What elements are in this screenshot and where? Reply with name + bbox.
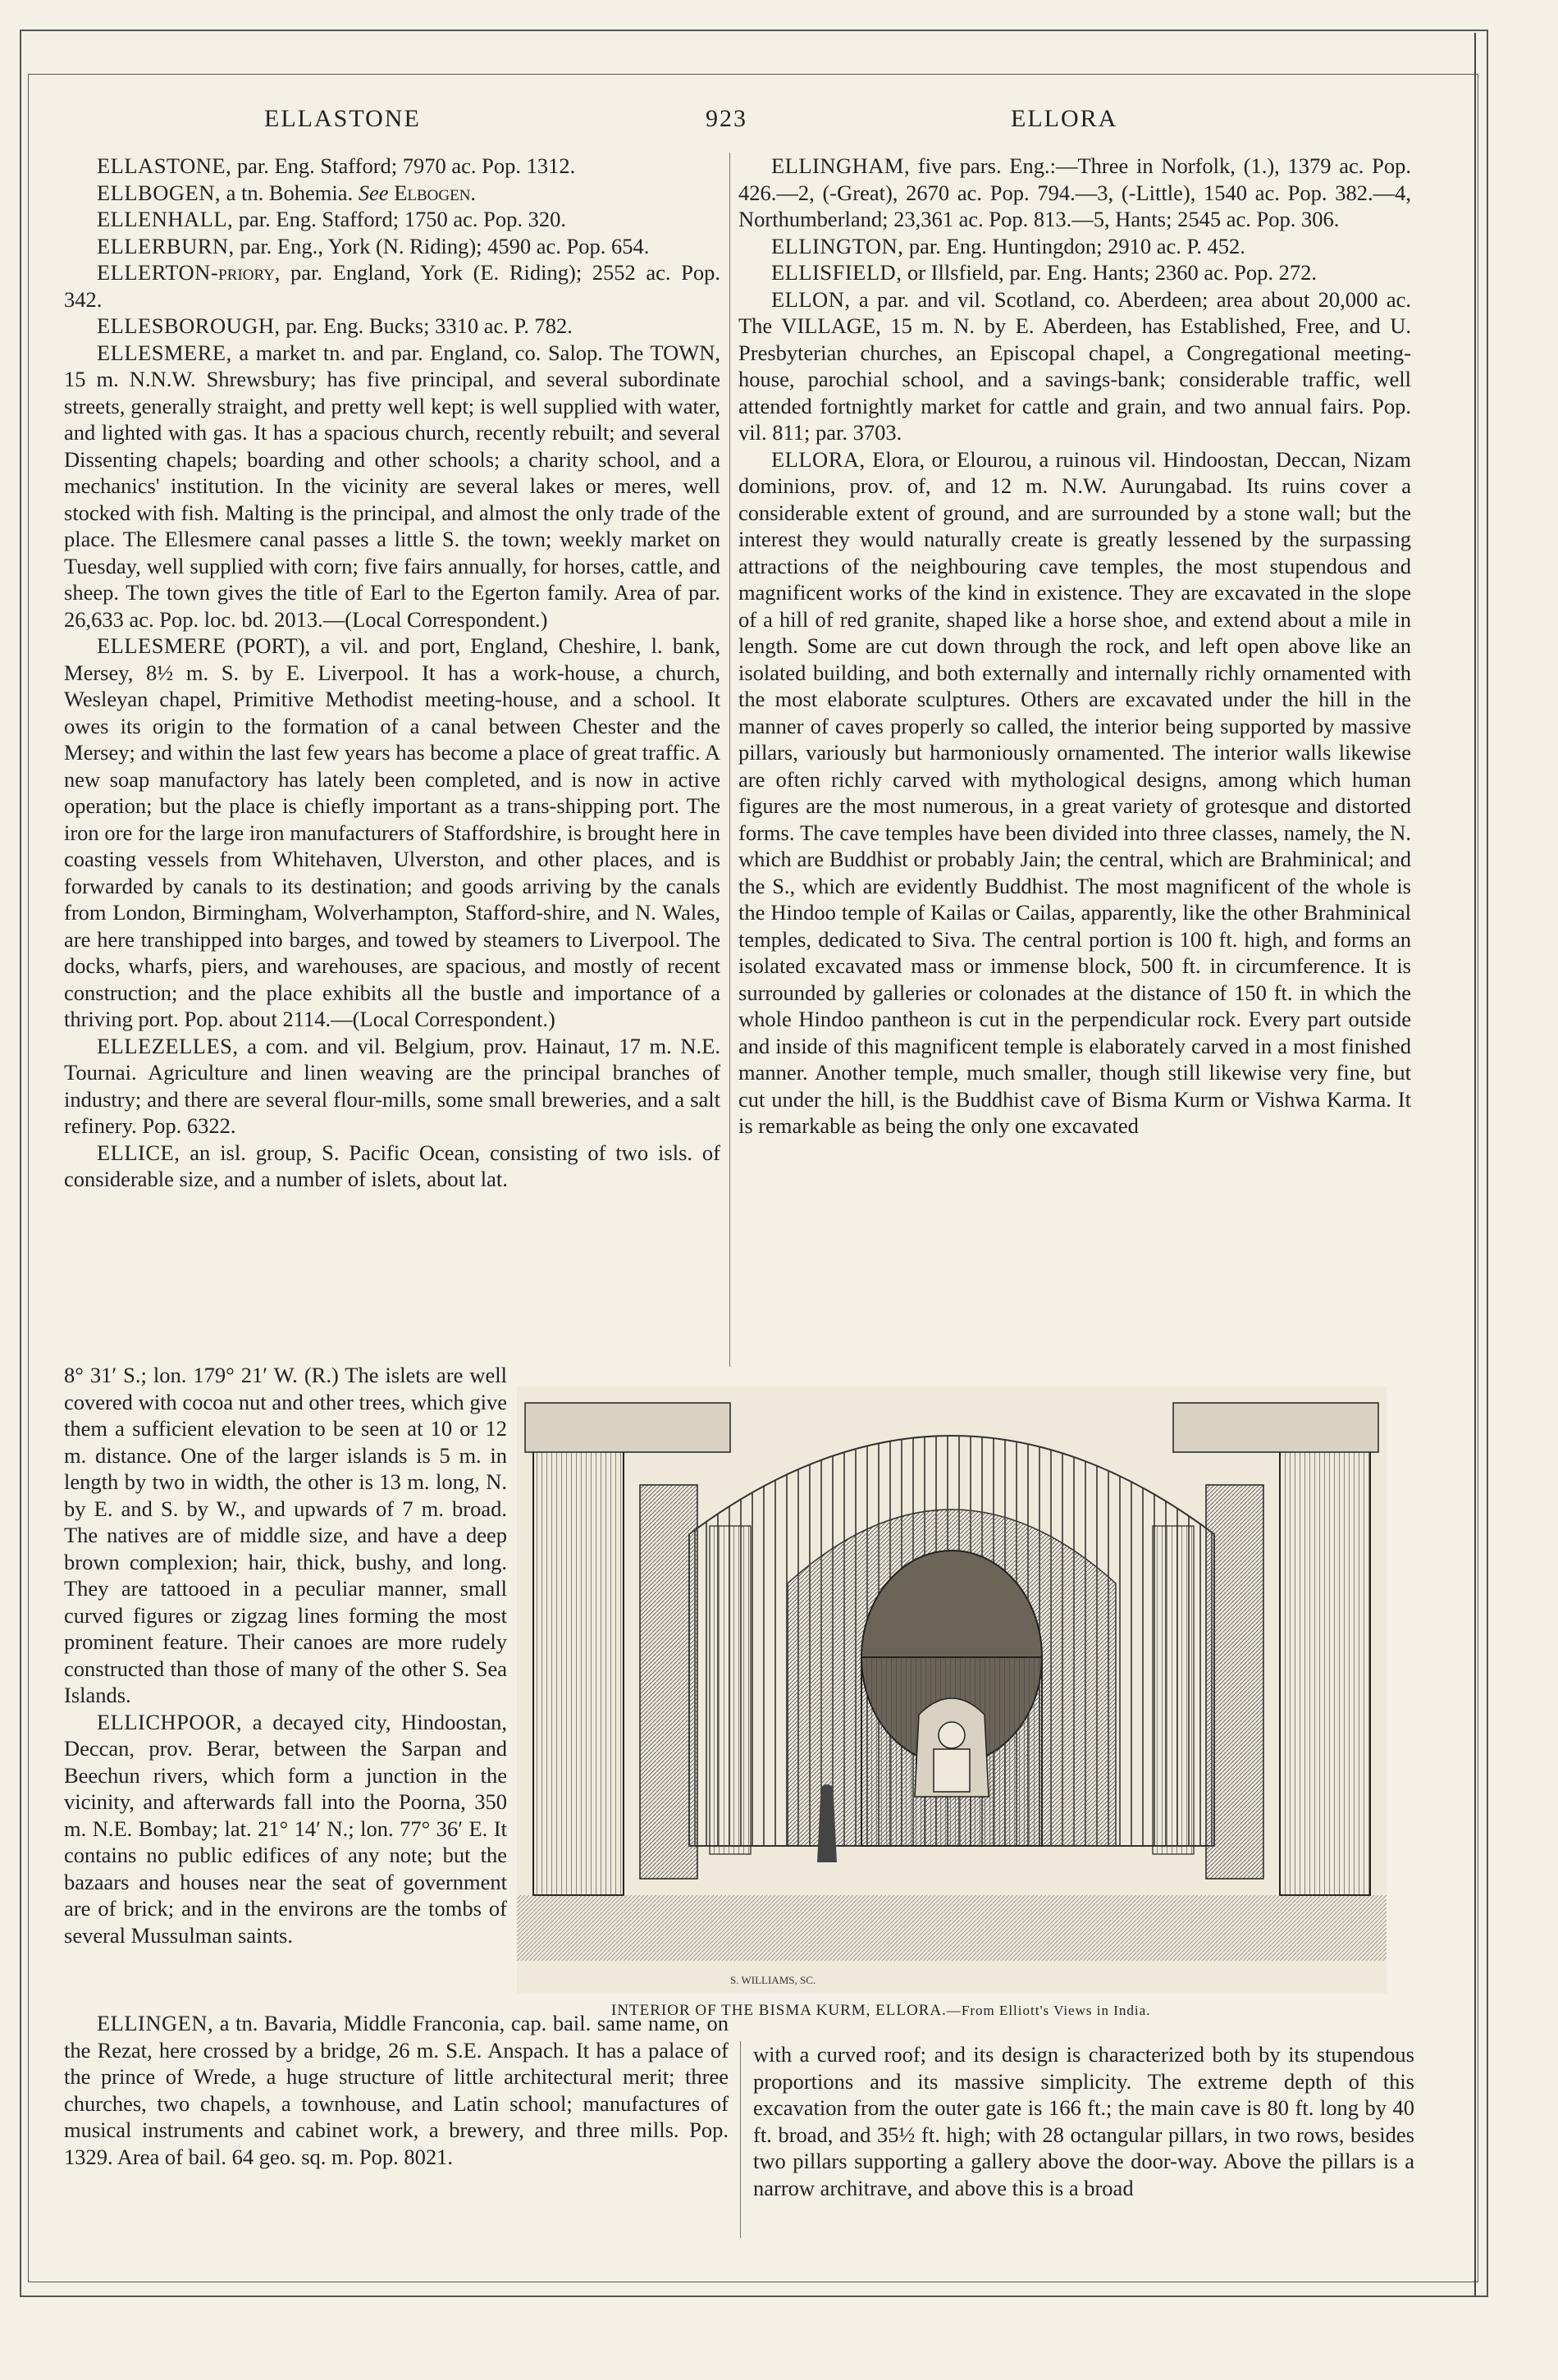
entry [753,2041,1414,2201]
headword: ELLESMERE [97,633,226,658]
entry [64,2010,729,2170]
entry [64,633,720,1033]
header-left-word: ELLASTONE [264,105,421,132]
entry-text: a tn. Bavaria, Middle Franconia, cap. bail. same name, on the Rezat, here crossed by a bridge, 26 m. S.E. Anspach. It has a palace of the prince of Wrede, a huge structure of little architectural merit; three churches, two chapels, a townhouse, and Latin school; manufactures of musical instruments and cabinet work, a brewery, and three mills. Pop. 1329. Area of bail. 64 geo. sq. m. Pop. 8021. [64,2011,729,2169]
headword: ELLISFIELD, [771,260,902,285]
buddha-head [939,1722,965,1748]
headword: ELLON, [771,286,851,312]
headword: ELLENHALL, [97,207,234,231]
entry-text: par. England, York (E. Riding); 2552 ac. Pop. 342. [64,260,720,312]
entry-text: or Illsfield, par. Eng. Hants; 2360 ac. Pop. 272. [902,260,1317,285]
headword: ELLINGHAM, [771,153,911,178]
entry [64,340,720,633]
carved-frieze-right [1173,1403,1378,1452]
headword: ELLESMERE, [97,340,232,365]
headword: ELLINGTON, [771,233,904,258]
engraver-signature: S. WILLIAMS, SC. [730,1974,816,1986]
left-column [64,153,720,1193]
pillar-right-outer [1280,1436,1370,1895]
entry-text: a decayed city, Hindoostan, Deccan, prov. Berar, between the Sarpan and Beechun rivers, which form a junction in the vicinity, and afterwards fall into the Poorna, 350 m. N.E. Bombay; lat. 21° 14′ N.; lon. 77° 36′ E. It contains no public edifices of any note; but the bazaars and houses near the seat of government are of brick; and in the environs are the tombs of several Mussulman saints. [64,1709,507,1948]
entry [738,233,1411,260]
running-header [49,105,1444,141]
column-divider [729,153,730,1367]
entry [64,153,720,180]
cave-temple-engraving [517,1386,1387,1994]
entry [738,286,1411,446]
entry [738,259,1411,286]
entry-text: a par. and vil. Scotland, co. Aberdeen; area about 20,000 ac. The VILLAGE, 15 m. N. by E. Aberdeen, has Established, Free, and U. Presbyterian churches, an Episcopal chapel, a Congregational meeting-house, parochial school, and a savings-bank; considerable traffic, well attended fortnightly market for cattle and grain, and two annual fairs. Pop. vil. 811; par. 3703. [738,286,1411,445]
entry-text: an isl. group, S. Pacific Ocean, consisting of two isls. of considerable size, and a number of islets, about lat. [64,1140,720,1191]
caption-title: INTERIOR OF THE BISMA KURM, ELLORA. [611,2002,947,2019]
entry [64,259,720,313]
headword: priory, [218,260,281,285]
entry-text: (PORT), a vil. and port, England, Cheshire, l. bank, Mersey, 8½ m. S. by E. Liverpool. It has a work-house, a church, Wesleyan chapel, Primitive Methodist meeting-house, and a school. It owes its origin to the formation of a canal between Chester and the Mersey; and within the last few years has become a place of great traffic. A new soap manufactory has lately been completed, and is now in active operation; but the place is chiefly important as a trans-shipping port. The iron ore for the large iron manufacturers of Staffordshire, is brought here in coasting vessels from Whitehaven, Ulverston, and other places, and is forwarded by canals to its destination; and goods arriving by the canals from London, Birmingham, Wolverhampton, Stafford-shire, and N. Wales, are here transhipped into barges, and towed by steamers to Liverpool. The docks, wharfs, piers, and warehouses, are spacious, and mostly of recent construction; and the place exhibits all the bustle and importance of a thriving port. Pop. about 2114.—(Local Correspondent.) [64,633,720,1031]
bottom-right-column [753,2041,1414,2201]
entry-text: with a curved roof; and its design is characterized both by its stupendous proportions and its massive simplicity. The extreme depth of this excavation from the outer gate is 166 ft.; the main cave is 80 ft. long by 40 ft. broad, and 35½ ft. high; with 28 octangular pillars, in two rows, besides two pillars supporting a gallery above the door-way. Above the pillars is a narrow architrave, and above this is a broad [753,2042,1414,2200]
entry-text: par. Eng. Huntingdon; 2910 ac. P. 452. [903,233,1245,258]
wrapped-text-beside-illustration [64,1362,507,1948]
entry-text: par. Eng. Bucks; 3310 ac. P. 782. [280,313,573,338]
headword: ELLASTONE, [97,153,232,178]
pillar-left-inner [710,1526,751,1854]
pillar-right-inner [1153,1526,1194,1854]
right-column [738,153,1411,1140]
entry-text: par. Eng. Stafford; 1750 ac. Pop. 320. [233,207,566,231]
headword: ELLBOGEN, [97,180,221,205]
entry [738,446,1411,1140]
headword: ELLEZELLES, [97,1033,239,1058]
entry-text: Elbogen. [388,180,477,205]
entry-text: a market tn. and par. England, co. Salop. The TOWN, 15 m. N.N.W. Shrewsbury; has five principal, and several subordinate streets, generally straight, and pretty well kept; is well supplied with water, and lighted with gas. It has a spacious church, recently rebuilt; and several Dissenting chapels; boarding and other schools; a charity school, and a mechanics' institution. In the vicinity are several lakes or meres, well stocked with fish. Malting is the principal, and almost the only trade of the place. The Ellesmere canal passes a little S. the town; weekly market on Tuesday, well supplied with corn; five fairs annually, for horses, cattle, and sheep. The town gives the title of Earl to the Egerton family. Area of par. 26,633 ac. Pop. loc. bd. 2013.—(Local Correspondent.) [64,340,720,632]
bottom-left-column [64,2010,729,2170]
entry [64,1033,720,1140]
headword: ELLICE, [97,1140,180,1165]
engraving-svg [517,1386,1387,1994]
cave-floor [517,1895,1387,1961]
pillar-left-mid [640,1485,697,1879]
entry-text: a tn. Bohemia. [220,180,359,205]
entry [64,1140,720,1193]
entry-text: Elora, or Elourou, a ruinous vil. Hindoostan, Deccan, Nizam dominions, prov. of, and 12 m. N.W. Aurungabad. Its ruins cover a considerable extent of ground, and are surrounded by a stone wall; but the interest they would naturally create is greatly lessened by the surpassing attractions of the neighbouring cave temples, the most stupendous and magnificent works of the kind in existence. They are excavated in the slope of a hill of red granite, shaped like a horse shoe, and extend about a mile in length. Some are cut down through the rock, and left open above like an isolated building, and both externally and internally richly ornamented with the most elaborate sculptures. Others are excavated under the hill in the manner of caves properly so called, the interior being supported by massive pillars, variously but harmoniously ornamented. The interior walls likewise are often richly carved with mythological designs, among which human figures are the most numerous, in a great variety of grotesque and distorted forms. The cave temples have been divided into three classes, namely, the N. which are Buddhist or probably Jain; the central, which are Brahminical; and the S., which are evidently Buddhist. The most magnificent of the whole is the Hindoo temple of Kailas or Cailas, apparently, like the other Brahminical temples, dedicated to Siva. The central portion is 100 ft. high, and forms an isolated excavated mass or immense block, 500 ft. in circumference. It is surrounded by galleries or colonades at the distance of 150 ft. in which the whole Hindoo pantheon is cut in the perpendicular rock. Every part outside and inside of this magnificent temple is elaborately carved in a most finished manner. Another temple, much smaller, though still likewise very fine, but cut under the hill, is the Buddhist cave of Bisma Kurm or Vishwa Karma. It is remarkable as being the only one excavated [738,446,1411,1138]
figure-caption [611,2002,1432,2020]
entry [64,206,720,233]
entry [738,153,1411,233]
entry-text: See [358,180,389,205]
headword: ELLERTON- [97,260,219,285]
headword: ELLORA, [771,446,866,472]
headword: ELLERBURN, [97,233,235,258]
pillar-right-mid [1206,1485,1263,1879]
entry-text: par. Eng., York (N. Riding); 4590 ac. Pop. 654. [234,233,650,258]
entry [64,1709,507,1949]
entry-text: a com. and vil. Belgium, prov. Hainaut, 17 m. N.E. Tournai. Agriculture and linen weaving are the principal branches of industry; and there are several flour-mills, some small breweries, and a salt refinery. Pop. 6322. [64,1033,720,1138]
buddha-body [934,1749,970,1792]
caption-source: —From Elliott's Views in India. [946,2003,1151,2018]
entry [64,1362,507,1709]
figure-head [820,1784,834,1798]
entry [64,313,720,340]
header-right-word: ELLORA [1011,105,1118,132]
headword: ELLICHPOOR, [97,1709,243,1734]
column-divider [740,2041,741,2238]
headword: ELLINGEN, [97,2011,214,2035]
headword: ELLESBOROUGH, [97,313,281,338]
pillar-left-outer [533,1436,624,1895]
page-number: 923 [706,105,747,132]
page-edge-rule [1474,33,1476,2297]
entry-text: par. Eng. Stafford; 7970 ac. Pop. 1312. [231,153,576,178]
entry [64,233,720,260]
carved-frieze-left [525,1403,730,1452]
entry-text: five pars. Eng.:—Three in Norfolk, (1.), 1379 ac. Pop. 426.—2, (-Great), 2670 ac. Pop. 794.—3, (-Little), 1540 ac. Pop. 382.—4, Northumberland; 23,361 ac. Pop. 813.—5, Hants; 2545 ac. Pop. 306. [738,153,1411,231]
entry-text: 8° 31′ S.; lon. 179° 21′ W. (R.) The islets are well covered with cocoa nut and other trees, which give them a sufficient elevation to be seen at 10 or 12 m. distance. One of the larger islands is 5 m. in length by two in width, the other is 13 m. long, N. by E. and S. by W., and upwards of 7 m. broad. The natives are of middle size, and have a deep brown complexion; hair, thick, bushy, and long. They are tattooed in a peculiar manner, small curved figures or zigzag lines forming the most prominent feature. Their canoes are more rudely constructed than those of many of the other S. Sea Islands. [64,1363,507,1707]
entry [64,180,720,207]
